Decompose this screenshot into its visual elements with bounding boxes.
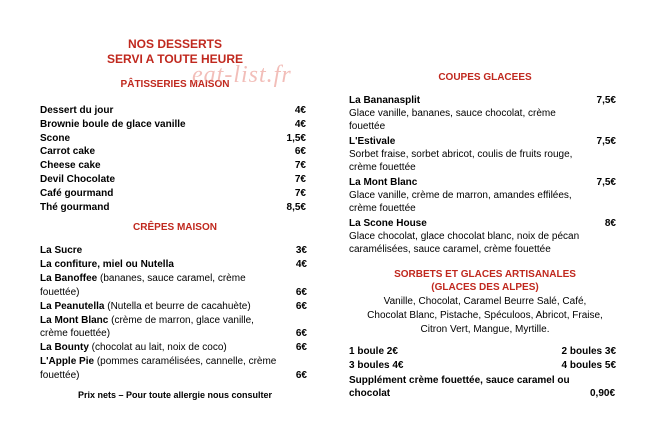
coupe-desc-line2: crème fouettée bbox=[349, 162, 416, 173]
crepe-desc-line2: crème fouettée) bbox=[40, 328, 111, 339]
crepe-item bbox=[40, 300, 290, 313]
crepe-item bbox=[40, 314, 290, 327]
coupe-desc: Glace chocolat, glace chocolat blanc, noix de pécan bbox=[349, 231, 580, 242]
patisserie-name: Devil Chocolate bbox=[40, 174, 116, 185]
crepe-desc: (Nutella et beurre de cacahuète) bbox=[104, 300, 251, 312]
supplement-price: 0,90€ bbox=[590, 388, 616, 399]
coupe-name: La Scone House bbox=[349, 218, 427, 229]
watermark: eat-list.fr bbox=[192, 62, 292, 88]
coupes-heading: COUPES GLACEES bbox=[438, 72, 532, 83]
flavour-line: Citron Vert, Mangue, Myrtille. bbox=[420, 324, 550, 335]
crepe-name: La Banoffee bbox=[40, 273, 98, 284]
coupe-price: 7,5€ bbox=[596, 95, 616, 106]
coupe-desc: Sorbet fraise, sorbet abricot, coulis de fruits rouge, bbox=[349, 149, 573, 160]
coupe-price: 8€ bbox=[604, 218, 616, 229]
patisserie-name: Café gourmand bbox=[40, 187, 114, 199]
coupe-desc-line2: fouettée bbox=[349, 121, 386, 132]
flavours-list bbox=[340, 295, 630, 337]
crepes-heading: CRÊPES MAISON bbox=[133, 222, 217, 233]
patisserie-name: Scone bbox=[40, 132, 71, 144]
coupe-name: L'Estivale bbox=[349, 136, 396, 147]
crepe-desc-line2: fouettée) bbox=[40, 286, 80, 298]
boule-price-right: 2 boules 3€ bbox=[561, 346, 616, 357]
boule-price-left: 3 boules 4€ bbox=[349, 360, 404, 371]
coupe-desc-line2: crème fouettée bbox=[349, 203, 416, 214]
patisserie-price: 1,5€ bbox=[286, 132, 306, 144]
crepe-desc-line2: fouettée) bbox=[40, 369, 80, 381]
patisserie-price: 4€ bbox=[294, 105, 306, 116]
patisserie-price: 8,5€ bbox=[286, 201, 306, 213]
crepe-item bbox=[40, 341, 290, 354]
patisserie-price: 4€ bbox=[294, 118, 306, 130]
crepe-price: 6€ bbox=[295, 300, 307, 312]
crepe-desc: (pommes caramélisées, cannelle, crème bbox=[94, 356, 277, 367]
coupe-price: 7,5€ bbox=[596, 177, 616, 188]
crepe-price: 6€ bbox=[295, 328, 307, 339]
crepe-name: La confiture, miel ou Nutella bbox=[40, 259, 174, 270]
patisserie-name: Thé gourmand bbox=[40, 201, 110, 213]
patisserie-name: Dessert du jour bbox=[40, 105, 114, 116]
supplement-line2: chocolat bbox=[349, 388, 391, 399]
crepe-desc: (chocolat au lait, noix de coco) bbox=[88, 342, 227, 353]
flavour-line: Chocolat Blanc, Pistache, Spéculoos, Abricot, Fraise, bbox=[367, 310, 603, 321]
patisserie-price: 7€ bbox=[294, 187, 306, 199]
sorbets-heading: SORBETS ET GLACES ARTISANALES bbox=[394, 269, 576, 280]
patisserie-price: 6€ bbox=[294, 146, 306, 158]
flavour-line: Vanille, Chocolat, Caramel Beurre Salé, Café, bbox=[383, 296, 587, 307]
crepe-desc: (bananes, sauce caramel, crème bbox=[97, 273, 246, 284]
coupe-desc-line2: caramélisées, sauce caramel, crème fouettée bbox=[349, 244, 551, 255]
crepe-price: 6€ bbox=[295, 342, 307, 353]
menu-title: NOS DESSERTS bbox=[127, 37, 223, 51]
footer-note: Prix nets – Pour toute allergie nous consulter bbox=[77, 390, 273, 400]
sorbets-subheading: (GLACES DES ALPES) bbox=[431, 282, 539, 293]
crepe-name: La Mont Blanc bbox=[40, 314, 109, 326]
patisserie-name: Cheese cake bbox=[40, 160, 101, 172]
coupe-price: 7,5€ bbox=[596, 136, 616, 147]
crepe-name: La Sucre bbox=[40, 245, 83, 256]
crepe-item bbox=[40, 272, 290, 285]
crepe-price: 4€ bbox=[295, 259, 307, 270]
supplement-line1: Supplément crème fouettée, sauce caramel ou bbox=[349, 375, 570, 386]
patisserie-name: Brownie boule de glace vanille bbox=[40, 118, 186, 130]
boule-price-right: 4 boules 5€ bbox=[561, 360, 616, 371]
crepe-name: L'Apple Pie bbox=[40, 356, 95, 367]
crepe-name: La Bounty bbox=[40, 342, 89, 353]
crepe-price: 6€ bbox=[295, 369, 307, 381]
patisserie-name: Carrot cake bbox=[40, 146, 96, 158]
coupe-name: La Bananasplit bbox=[349, 95, 421, 106]
crepe-item bbox=[40, 258, 290, 271]
crepe-item bbox=[40, 244, 290, 257]
coupe-name: La Mont Blanc bbox=[349, 177, 418, 188]
menu-subtitle: SERVI A TOUTE HEURE bbox=[106, 52, 244, 66]
patisserie-price: 7€ bbox=[294, 174, 306, 185]
coupe-desc: Glace vanille, bananes, sauce chocolat, crème bbox=[349, 108, 556, 119]
patisseries-heading: PÂTISSERIES MAISON bbox=[120, 79, 230, 90]
crepe-desc: (crème de marron, glace vanille, bbox=[108, 314, 254, 326]
coupe-desc: Glace vanille, crème de marron, amandes effilées, bbox=[349, 190, 572, 201]
crepe-price: 3€ bbox=[295, 245, 307, 256]
crepe-item bbox=[40, 355, 290, 368]
crepe-name: La Peanutella bbox=[40, 300, 105, 312]
patisserie-price: 7€ bbox=[294, 160, 306, 172]
boule-price-left: 1 boule 2€ bbox=[349, 346, 398, 357]
crepe-price: 6€ bbox=[295, 286, 307, 298]
